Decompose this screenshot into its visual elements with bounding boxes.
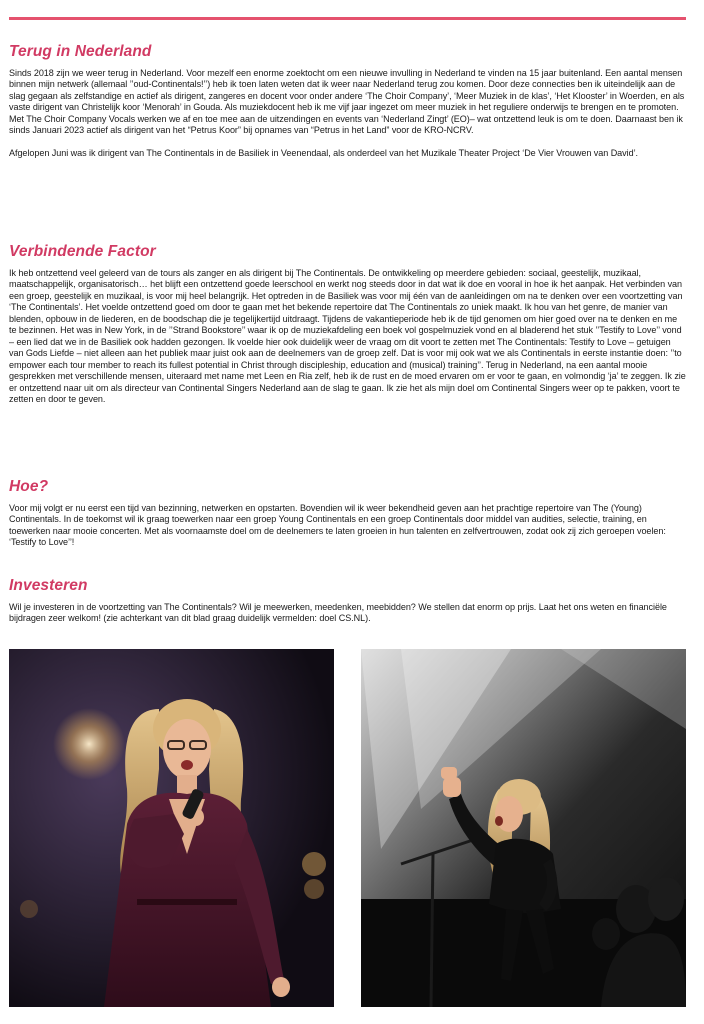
section-paragraph: Voor mij volgt er nu eerst een tijd van bezinning, netwerken en opstarten. Bovendien wil ik weer bekendheid geven aan het prachtige repertoire van The (Young) Continentals. In de toekomst wil ik graag toewerken naar een groep Young Continentals en een groep Continentals door middel van audities, selectie, training, en toewerken naar mooie concerten. Met als voornaamste doel om de deelnemers te laten groeien in hun talenten en zelfvertrouwen, zodat ook zij zich geroepen voelen: ‘Testify to Love’’!: [9, 503, 666, 548]
section-verbindende-factor: [9, 243, 687, 405]
photo-singer-with-microphone: [9, 649, 334, 1007]
section-paragraph: Ik heb ontzettend veel geleerd van de tours als zanger en als dirigent bij The Continentals. De ontwikkeling op meerdere gebieden: sociaal, geestelijk, muzikaal, maatschappelijk, organisatorisch… het blijft een ontzettend goede leerschool en werkt nog steeds door in dat wat ik doe en vooral in hoe ik het aanpak. Het verbinden van een groep, geestelijk en muzikaal, is voor mij heel belangrijk. Het optreden in de Basiliek was voor mij één van de aanleidingen om na te denken over een voortzetting van ‘The Continentals’. Het voelde ontzettend goed om door te gaan met het bekende repertoire dat The Continentals zo uniek maakt. Ik hou van het genre, de manier van blenden, opbouw in de liederen, en de boodschap die je tegelijkertijd uitdraagt. Tijdens de vakantieperiode heb ik de tijd genomen om hier goed over na te denken en me te bezinnen. Het was in New York, in de ’’Strand Bookstore’’ waar ik op de muziekafdeling een boek vol gospelmuziek vond en al bladerend het stuk ’’Testify to Love’’ vond – een lied dat we in de Basiliek ook hadden gezongen. Ik voelde hier ook duidelijk weer de vraag om dit voort te zetten met The Continentals: Testify to Love – getuigen van Gods Liefde – niet alleen aan het publiek maar juist ook aan de deelnemers van de groep zelf. Dat is voor mij ook wat we als Continentals in eerste instantie doen: ’’to empower each tour member to reach its fullest potential in Christ through discipleship, education and (musical) training’’. Terug in Nederland, na een aantal mooie gesprekken met verschillende mensen, uiteraard met name met Leen en Ria zelf, heb ik de rust en de moed ervaren om er voor te gaan, en volmondig ‘ja’ te zeggen. Ik zie er ontzettend naar uit om als directeur van Continental Singers Nederland aan de slag te gaan. Ik zie het als mijn doel om Continental Singers weer op te pakken, voort te zetten en door te geven.: [9, 268, 686, 404]
section-heading: Hoe?: [9, 478, 49, 495]
photo-singer-with-raised-fist: [361, 649, 686, 1007]
section-heading: Verbindende Factor: [9, 243, 156, 260]
section-investeren: [9, 577, 687, 625]
section-paragraph: Sinds 2018 zijn we weer terug in Nederland. Voor mezelf een enorme zoektocht om een nieuwe invulling in Nederland te vinden na 15 jaar buitenland. Een aantal mensen binnen mijn netwerk (allemaal ’’oud-Continentals!’’) heb ik toen laten weten dat ik weer naar Nederland terug zou komen. Door deze connecties ben ik uiteindelijk aan de slag gegaan als zelfstandige en actief als dirigent, zangeres en docent voor onder andere ‘The Choir Company’, ‘Meer Muziek in de klas’, ‘Het Klooster’ in Woerden, en als vaste dirigent van Christelijk koor ‘Menorah’ in Gouda. Als muziekdocent heb ik me vijf jaar ingezet om meer muziek in het reguliere onderwijs te brengen en te promoten. Met The Choir Company Vocals werken we af en toe mee aan de uitzendingen en events van ‘Nederland Zingt’ (EO)– wat ontzettend leuk is om te doen. Daarnaast ben ik sinds Januari 2023 actief als dirigent van het “Petrus Koor” bij opnames van “Petrus in het Land” voor de KRO-NCRV.: [9, 68, 685, 136]
section-paragraph: Afgelopen Juni was ik dirigent van The Continentals in de Basiliek in Veenendaal, als onderdeel van het Muzikale Theater Project ‘De Vier Vrouwen van David’.: [9, 147, 638, 158]
top-divider: [9, 17, 686, 20]
section-heading: Terug in Nederland: [9, 43, 152, 60]
section-hoe: [9, 478, 687, 549]
section-paragraph: Wil je investeren in de voortzetting van The Continentals? Wil je meewerken, meedenken, meebidden? We stellen dat enorm op prijs. Laat het ons weten en financiële bijdragen zeer welkom! (zie achterkant van dit blad graag duidelijk vermelden: doel CS.NL).: [9, 602, 667, 624]
section-terug-in-nederland: [9, 43, 687, 159]
section-heading: Investeren: [9, 577, 88, 594]
